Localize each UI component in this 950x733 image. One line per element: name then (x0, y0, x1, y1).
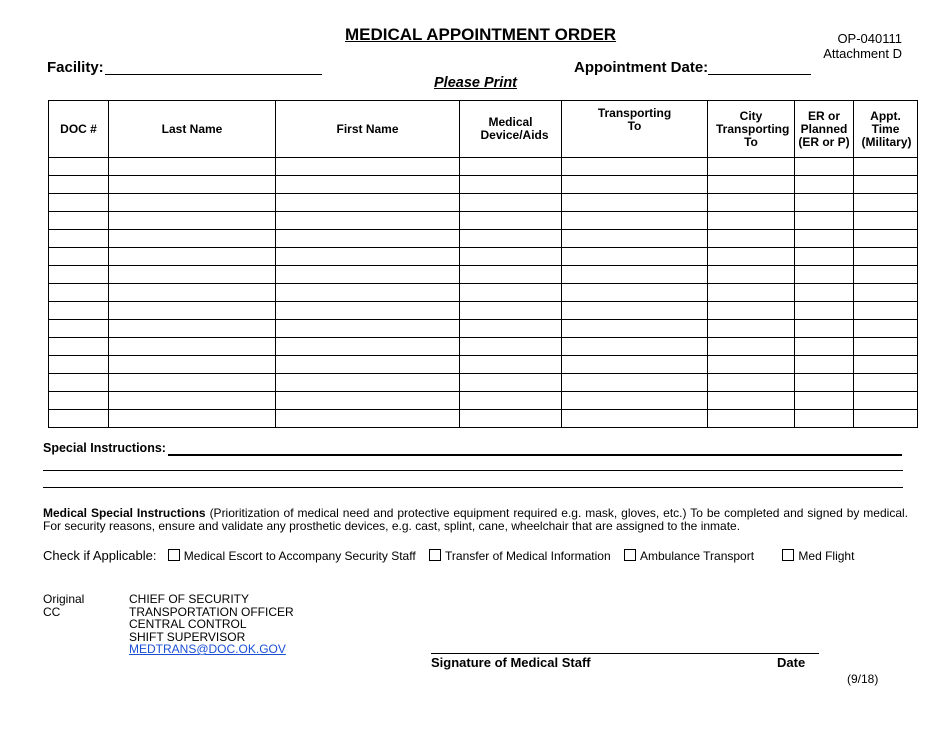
table-cell[interactable] (708, 302, 795, 320)
col-transporting-to (562, 101, 708, 158)
table-row (49, 248, 918, 266)
recipient-chief-of-security: CHIEF OF SECURITY (129, 592, 250, 606)
col-last-name: Last Name (109, 101, 276, 158)
table-cell[interactable] (276, 374, 460, 392)
special-instructions-label: Special Instructions: (43, 441, 166, 455)
table-cell[interactable] (562, 410, 708, 428)
table-cell[interactable] (460, 158, 562, 176)
table-cell[interactable] (109, 356, 276, 374)
table-cell[interactable] (109, 320, 276, 338)
table-cell[interactable] (854, 356, 918, 374)
table-cell[interactable] (708, 356, 795, 374)
appointment-date-label: Appointment Date: (574, 59, 709, 76)
table-row (49, 410, 918, 428)
recipient-shift-supervisor: SHIFT SUPERVISOR (129, 629, 246, 644)
table-cell[interactable] (276, 284, 460, 302)
table-cell[interactable] (460, 266, 562, 284)
table-cell[interactable] (49, 320, 109, 338)
table-cell[interactable] (854, 392, 918, 410)
table-cell[interactable] (854, 212, 918, 230)
table-cell[interactable] (562, 302, 708, 320)
table-cell[interactable] (276, 194, 460, 212)
table-cell[interactable] (708, 266, 795, 284)
table-cell[interactable] (854, 248, 918, 266)
signature-label: Signature of Medical Staff (431, 655, 591, 670)
col-city-label: City Transporting To (716, 108, 790, 149)
facility-label: Facility: (47, 59, 104, 76)
table-cell[interactable] (276, 158, 460, 176)
attachment-label: Attachment D (823, 46, 902, 61)
medical-special-instructions-heading: Medical Special Instructions (43, 506, 206, 520)
checkbox-icon[interactable] (782, 549, 794, 561)
special-instructions-line-1[interactable] (168, 454, 902, 456)
table-cell[interactable] (562, 374, 708, 392)
checkbox-icon[interactable] (624, 549, 636, 561)
table-cell[interactable] (460, 338, 562, 356)
table-cell[interactable] (562, 338, 708, 356)
table-cell[interactable] (109, 194, 276, 212)
check-applicable-row (43, 548, 854, 563)
col-first-name: First Name (276, 101, 460, 158)
table-cell[interactable] (562, 176, 708, 194)
table-cell[interactable] (708, 230, 795, 248)
table-cell[interactable] (49, 194, 109, 212)
revision-date: (9/18) (847, 672, 879, 686)
table-cell[interactable] (562, 356, 708, 374)
col-city-transporting-to (708, 101, 795, 158)
table-cell[interactable] (795, 158, 854, 176)
table-row (49, 374, 918, 392)
table-cell[interactable] (276, 338, 460, 356)
check-applicable-label: Check if Applicable: (43, 548, 157, 563)
table-cell[interactable] (708, 338, 795, 356)
table-cell[interactable] (795, 212, 854, 230)
please-print-note: Please Print (434, 75, 518, 91)
option-medical-escort[interactable] (168, 549, 416, 563)
table-row (49, 230, 918, 248)
table-cell[interactable] (854, 320, 918, 338)
table-cell[interactable] (109, 230, 276, 248)
table-cell[interactable] (795, 266, 854, 284)
table-row (49, 194, 918, 212)
table-cell[interactable] (795, 356, 854, 374)
table-cell[interactable] (460, 320, 562, 338)
form-title: MEDICAL APPOINTMENT ORDER (345, 25, 617, 44)
table-row (49, 158, 918, 176)
table-cell[interactable] (109, 410, 276, 428)
table-cell[interactable] (49, 302, 109, 320)
table-cell[interactable] (708, 392, 795, 410)
table-cell[interactable] (49, 266, 109, 284)
table-cell[interactable] (854, 374, 918, 392)
table-cell[interactable] (562, 194, 708, 212)
table-cell[interactable] (708, 320, 795, 338)
special-instructions-line-2[interactable] (43, 470, 903, 471)
table-cell[interactable] (109, 176, 276, 194)
table-cell[interactable] (460, 194, 562, 212)
table-row (49, 302, 918, 320)
cc-label: CC (43, 604, 61, 619)
table-cell[interactable] (708, 158, 795, 176)
table-cell[interactable] (795, 248, 854, 266)
table-cell[interactable] (795, 392, 854, 410)
table-cell[interactable] (49, 356, 109, 374)
table-cell[interactable] (276, 392, 460, 410)
distribution-labels (43, 593, 84, 618)
table-cell[interactable] (795, 320, 854, 338)
table-cell[interactable] (708, 410, 795, 428)
table-cell[interactable] (708, 284, 795, 302)
table-cell[interactable] (49, 392, 109, 410)
col-appt-time-label: Appt. Time (Military) (861, 108, 912, 149)
table-cell[interactable] (854, 338, 918, 356)
table-row (49, 338, 918, 356)
table-cell[interactable] (109, 266, 276, 284)
col-doc-number: DOC # (49, 101, 109, 158)
table-cell[interactable] (460, 248, 562, 266)
col-appt-time (854, 101, 918, 158)
option-label: Ambulance Transport (640, 549, 755, 563)
table-cell[interactable] (109, 374, 276, 392)
table-cell[interactable] (562, 230, 708, 248)
table-cell[interactable] (49, 374, 109, 392)
table-header-row (49, 101, 918, 158)
special-instructions-line-3[interactable] (43, 487, 903, 488)
table-cell[interactable] (562, 212, 708, 230)
table-cell[interactable] (460, 392, 562, 410)
table-cell[interactable] (708, 176, 795, 194)
table-cell[interactable] (109, 302, 276, 320)
option-label: Medical Escort to Accompany Security Staff (183, 549, 416, 563)
option-label: Transfer of Medical Information (445, 549, 611, 563)
table-cell[interactable] (460, 212, 562, 230)
table-cell[interactable] (562, 284, 708, 302)
table-cell[interactable] (276, 410, 460, 428)
recipient-transportation-officer: TRANSPORTATION OFFICER (129, 604, 294, 619)
col-medical-device (460, 101, 562, 158)
table-cell[interactable] (562, 158, 708, 176)
table-cell[interactable] (708, 374, 795, 392)
col-er-planned-label: ER or Planned (ER or P) (798, 108, 850, 149)
table-cell[interactable] (49, 284, 109, 302)
table-cell[interactable] (460, 176, 562, 194)
table-cell[interactable] (562, 392, 708, 410)
table-cell[interactable] (795, 176, 854, 194)
table-row (49, 392, 918, 410)
table-cell[interactable] (795, 284, 854, 302)
table-cell[interactable] (562, 266, 708, 284)
table-cell[interactable] (854, 158, 918, 176)
table-cell[interactable] (109, 158, 276, 176)
table-cell[interactable] (109, 212, 276, 230)
medical-special-instructions (43, 507, 908, 533)
table-cell[interactable] (49, 338, 109, 356)
table-cell[interactable] (854, 410, 918, 428)
table-cell[interactable] (460, 356, 562, 374)
table-cell[interactable] (460, 410, 562, 428)
recipient-central-control: CENTRAL CONTROL (129, 617, 247, 631)
table-cell[interactable] (854, 302, 918, 320)
table-cell[interactable] (854, 230, 918, 248)
table-cell[interactable] (49, 410, 109, 428)
table-cell[interactable] (49, 248, 109, 266)
table-cell[interactable] (460, 230, 562, 248)
table-row (49, 212, 918, 230)
table-cell[interactable] (795, 230, 854, 248)
table-cell[interactable] (276, 356, 460, 374)
table-cell[interactable] (460, 284, 562, 302)
table-cell[interactable] (854, 266, 918, 284)
table-cell[interactable] (708, 194, 795, 212)
table-cell[interactable] (276, 212, 460, 230)
appointment-table (48, 100, 918, 428)
col-transporting-to-label: Transporting To (597, 106, 672, 133)
option-label: Med Flight (798, 549, 855, 563)
table-body (49, 158, 918, 428)
appointment-date-field[interactable] (708, 74, 811, 75)
table-cell[interactable] (795, 194, 854, 212)
option-med-flight[interactable] (782, 549, 854, 563)
table-cell[interactable] (708, 248, 795, 266)
table-cell[interactable] (708, 212, 795, 230)
checkbox-icon[interactable] (429, 549, 441, 561)
medical-special-instructions-text: (Prioritization of medical need and protective equipment required e.g. mask, gloves, etc.) To be completed and signed by medical. For security reasons, ensure and validate any prosthetic devices, e.g. cast, splint, cane, wheelchair that are assigned to the inmate. (43, 506, 908, 533)
table-cell[interactable] (49, 158, 109, 176)
table-cell[interactable] (460, 302, 562, 320)
email-link[interactable]: MEDTRANS@DOC.OK.GOV (129, 642, 286, 656)
table-cell[interactable] (562, 248, 708, 266)
table-cell[interactable] (49, 176, 109, 194)
signature-date-label: Date (777, 655, 806, 670)
table-cell[interactable] (49, 230, 109, 248)
table-cell[interactable] (562, 320, 708, 338)
option-transfer-medical-info[interactable] (429, 549, 611, 563)
table-cell[interactable] (276, 230, 460, 248)
signature-line[interactable] (431, 653, 819, 654)
option-ambulance-transport[interactable] (624, 549, 754, 563)
table-cell[interactable] (795, 374, 854, 392)
table-cell[interactable] (854, 284, 918, 302)
table-cell[interactable] (276, 248, 460, 266)
col-er-or-planned (795, 101, 854, 158)
table-row (49, 356, 918, 374)
table-cell[interactable] (109, 284, 276, 302)
table-cell[interactable] (795, 338, 854, 356)
checkbox-icon[interactable] (168, 549, 180, 561)
table-cell[interactable] (795, 302, 854, 320)
table-cell[interactable] (109, 392, 276, 410)
table-cell[interactable] (109, 338, 276, 356)
form-code-block (823, 31, 902, 61)
table-cell[interactable] (276, 176, 460, 194)
table-cell[interactable] (49, 212, 109, 230)
form-code: OP-040111 (837, 31, 902, 46)
table-row (49, 266, 918, 284)
table-cell[interactable] (854, 194, 918, 212)
distribution-recipients (129, 593, 294, 656)
table-cell[interactable] (795, 410, 854, 428)
table-cell[interactable] (109, 248, 276, 266)
original-label: Original (43, 592, 85, 606)
col-medical-device-label: Medical Device/Aids (480, 115, 549, 142)
facility-field[interactable] (105, 74, 322, 75)
table-row (49, 320, 918, 338)
table-cell[interactable] (276, 302, 460, 320)
table-row (49, 284, 918, 302)
table-cell[interactable] (460, 374, 562, 392)
table-row (49, 176, 918, 194)
table-cell[interactable] (276, 266, 460, 284)
table-cell[interactable] (854, 176, 918, 194)
table-cell[interactable] (276, 320, 460, 338)
